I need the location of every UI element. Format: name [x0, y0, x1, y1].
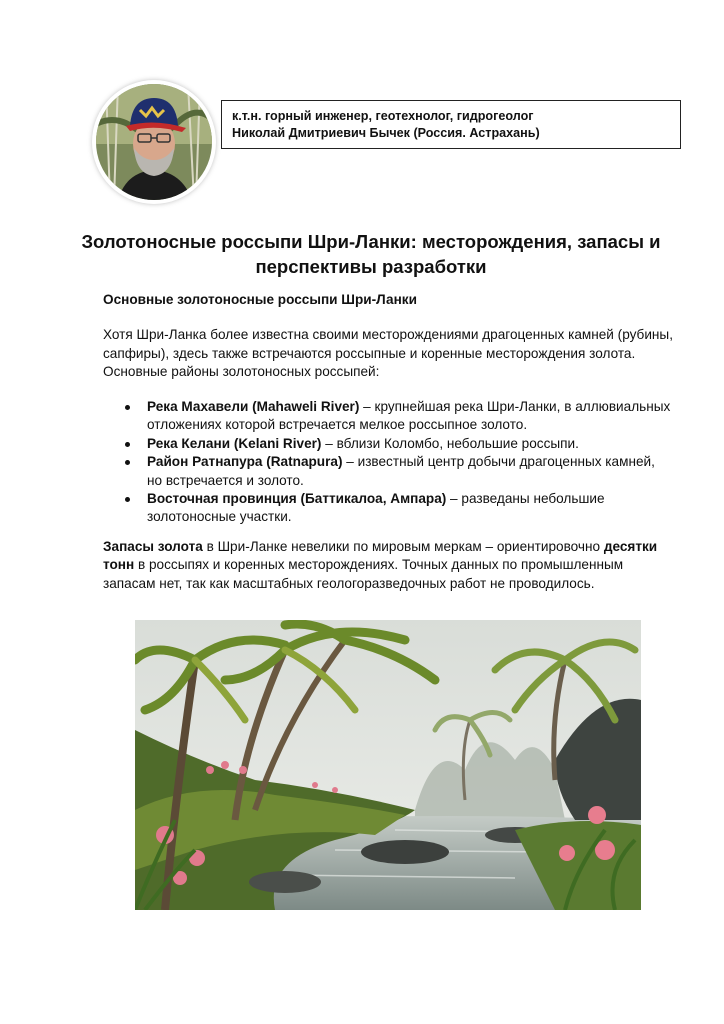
- placer-regions-list: [103, 398, 673, 527]
- reserves-text-1: в Шри-Ланке невелики по мировым меркам – ориентировочно: [202, 539, 604, 554]
- list-item: [103, 453, 673, 490]
- reserves-text-2: в россыпях и коренных месторождениях. Точных данных по промышленным запасам нет, так как масштабных геологоразведочных работ не проводилось.: [103, 557, 624, 591]
- list-item-bold: Район Ратнапура (Ratnapura): [147, 454, 343, 470]
- title-line-2: перспективы разработки: [255, 256, 487, 277]
- reserves-paragraph: [103, 538, 677, 593]
- reserves-bold-1: Запасы золота: [103, 539, 203, 554]
- river-illustration: [135, 620, 641, 910]
- list-item-text: – вблизи Коломбо, небольшие россыпи.: [321, 435, 579, 451]
- section-heading: Основные золотоносные россыпи Шри-Ланки: [103, 292, 417, 307]
- author-credentials: к.т.н. горный инженер, геотехнолог, гидрогеолог: [232, 109, 534, 123]
- author-info-box: [221, 100, 681, 149]
- list-item: [103, 435, 673, 453]
- list-item-text: – крупнейшая река Шри-Ланки, в аллювиальных отложениях которой встречается мелкое россыпное золото.: [147, 399, 671, 433]
- list-item: [103, 490, 673, 527]
- author-name: Николай Дмитриевич Бычек (Россия. Астрахань): [232, 126, 540, 140]
- author-photo: [96, 84, 212, 200]
- document-title: [60, 229, 682, 279]
- list-item: [103, 398, 673, 435]
- intro-line-2: сапфиры), здесь также встречаются россыпные и коренные месторождения золота.: [103, 345, 636, 361]
- intro-paragraph: [103, 326, 683, 382]
- author-avatar: [96, 84, 212, 200]
- list-item-bold: Река Келани (Kelani River): [147, 435, 322, 451]
- intro-line-1: Хотя Шри-Ланка более известна своими месторождениями драгоценных камней (рубины,: [103, 327, 673, 342]
- list-item-text: – известный центр добычи драгоценных камней, но встречается и золото.: [147, 454, 655, 488]
- title-line-1: Золотоносные россыпи Шри-Ланки: месторождения, запасы и: [81, 231, 661, 252]
- list-item-bold: Восточная провинция (Баттикалоа, Ампара): [147, 491, 447, 507]
- tropical-river-image: [135, 620, 641, 910]
- intro-line-3: Основные районы золотоносных россыпей:: [103, 364, 380, 379]
- list-item-bold: Река Махавели (Mahaweli River): [147, 399, 360, 414]
- list-item-text: – разведаны небольшие золотоносные участки.: [147, 491, 605, 525]
- reserves-bold-2: десятки тонн: [103, 539, 658, 573]
